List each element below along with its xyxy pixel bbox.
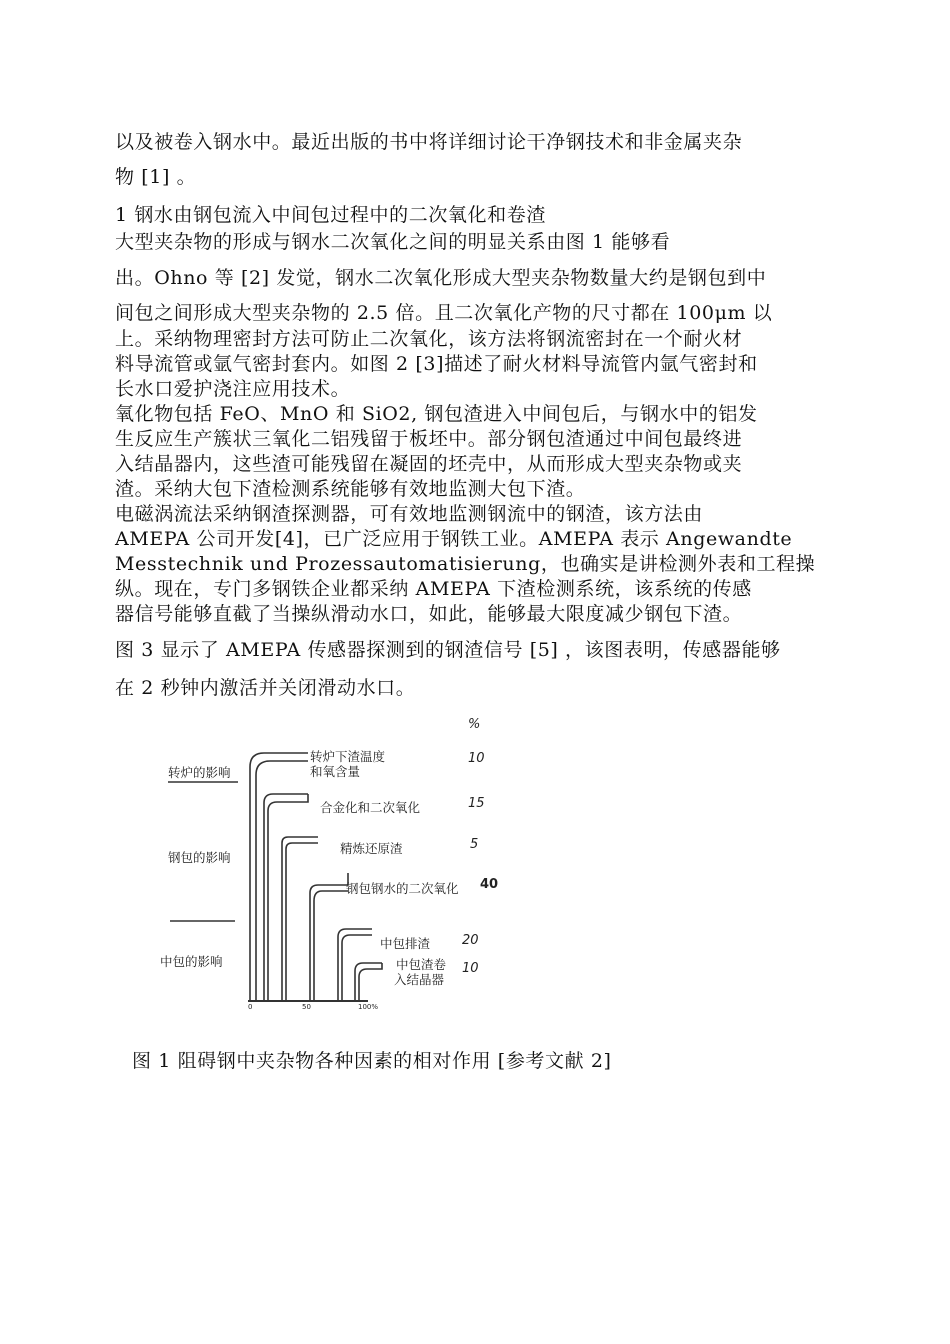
text-line: 料导流管或氩气密封套内。如图 2 [3]描述了耐火材料导流管内氩气密封和 [115,353,758,375]
factor-label: 入结晶器 [394,972,445,987]
text-line: AMEPA 公司开发[4]，已广泛应用于钢铁工业。AMEPA 表示 Angewandte [115,528,793,550]
flow-pipe-1 [250,753,308,1001]
factor-label: 钢包钢水的二次氧化 [346,881,459,896]
text-line: 渣。采纳大包下渣检测系统能够有效地监测大包下渣。 [115,478,586,500]
factor-label: 中包排渣 [380,936,431,951]
percent-header: % [468,717,481,732]
text-line: Messtechnik und Prozessautomatisierung，也确实是讲检测外表和工程操 [115,553,816,575]
text-line: 入结晶器内，这些渣可能残留在凝固的坯壳中，从而形成大型夹杂物或夹 [115,453,743,475]
factor-label: 合金化和二次氧化 [320,800,421,815]
text-line: 物 [1] 。 [115,166,197,188]
text-line: 大型夹杂物的形成与钢水二次氧化之间的明显关系由图 1 能够看 [115,231,671,253]
factor-label: 精炼还原渣 [340,841,403,856]
section-heading: 1 钢水由钢包流入中间包过程中的二次氧化和卷渣 [115,204,546,226]
text-line: 生反应生产簇状三氧化二铝残留于板坯中。部分钢包渣通过中间包最终进 [115,428,743,450]
text-line: 氧化物包括 FeO、MnO 和 SiO2, 钢包渣进入中间包后，与钢水中的铝发 [115,403,758,425]
factor-value: 10 [468,751,485,766]
text-line: 图 3 显示了 AMEPA 传感器探测到的钢渣信号 [5] ，该图表明，传感器能够 [115,639,781,661]
factor-value: 40 [480,877,499,892]
text-line: 长水口爱护浇注应用技术。 [115,378,351,400]
figure-caption: 图 1 阻碍钢中夹杂物各种因素的相对作用 [参考文献 2] [132,1050,612,1072]
factor-label: 中包渣卷 [396,957,447,972]
factor-value: 20 [462,933,479,948]
factor-label: 转炉下渣温度 [310,749,386,764]
text-line: 间包之间形成大型夹杂物的 2.5 倍。且二次氧化产物的尺寸都在 100μm 以 [115,302,773,324]
axis-tick: 50 [302,1003,311,1011]
factor-label: 和氧含量 [310,764,361,779]
group-label-ladle: 钢包的影响 [168,850,231,865]
factor-value: 10 [462,961,479,976]
factor-value: 5 [470,837,479,852]
figure-1 [150,715,510,1025]
text-line: 器信号能够直截了当操纵滑动水口，如此，能够最大限度减少钢包下渣。 [115,603,743,625]
text-line: 纵。现在，专门多钢铁企业都采纳 AMEPA 下渣检测系统，该系统的传感 [115,578,752,600]
factor-value: 15 [468,796,485,811]
axis-tick: 0 [248,1003,253,1011]
text-line: 出。Ohno 等 [2] 发觉，钢水二次氧化形成大型夹杂物数量大约是钢包到中 [115,267,767,289]
group-label-tundish: 中包的影响 [160,954,223,969]
text-line: 以及被卷入钢水中。最近出版的书中将详细讨论干净钢技术和非金属夹杂 [115,131,743,153]
group-label-converter: 转炉的影响 [168,765,231,780]
text-line: 在 2 秒钟内激活并关闭滑动水口。 [115,677,416,699]
axis-tick: 100% [358,1003,379,1011]
text-line: 上。采纳物理密封方法可防止二次氧化，该方法将钢流密封在一个耐火材 [115,328,743,350]
text-line: 电磁涡流法采纳钢渣探测器，可有效地监测钢流中的钢渣，该方法由 [115,503,704,525]
flow-pipe-3 [282,837,318,1001]
